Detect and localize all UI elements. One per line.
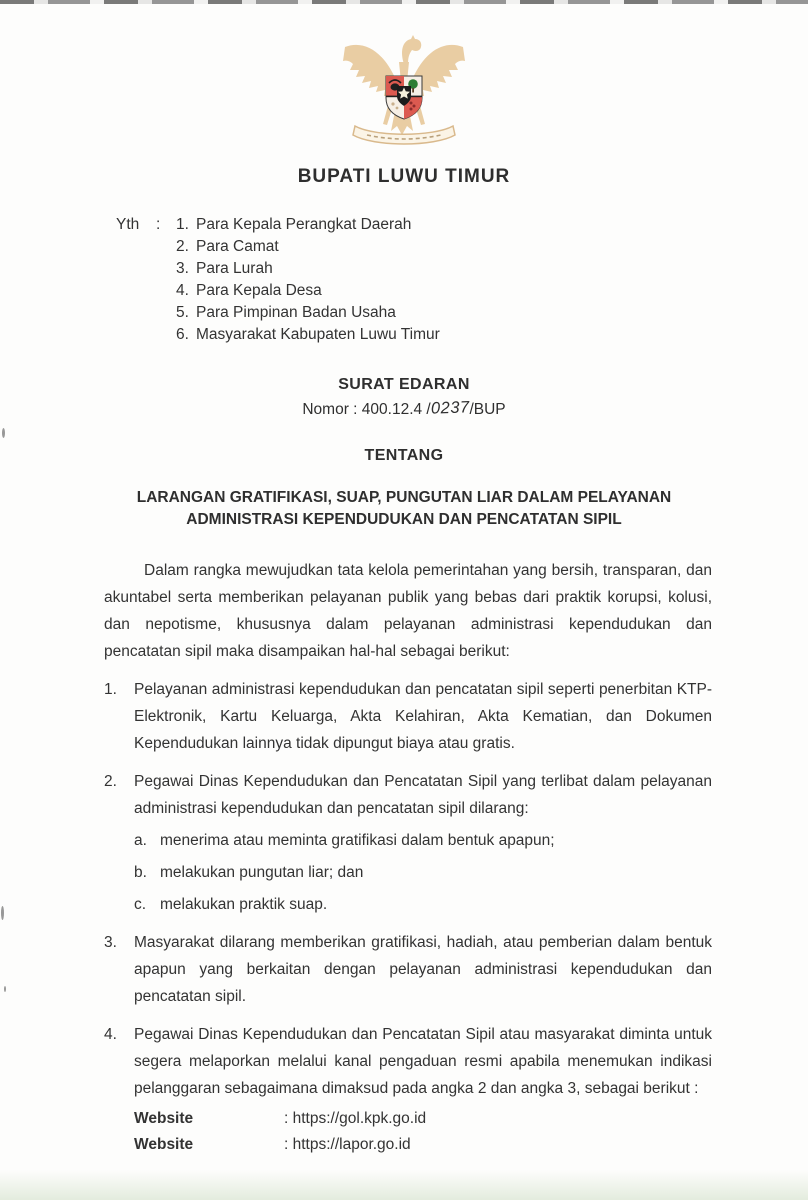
recipient-name: Para Camat xyxy=(196,238,279,255)
recipient-number: 4. xyxy=(176,282,189,299)
scan-artifact-top-edge xyxy=(0,0,808,4)
sub-item-c xyxy=(134,892,712,918)
item-text xyxy=(134,1021,712,1158)
channel-row-website-lapor xyxy=(134,1132,712,1158)
item-number: 3. xyxy=(104,934,117,951)
list-item xyxy=(176,324,440,346)
number-prefix: 400.12.4 / xyxy=(361,401,431,418)
item-text xyxy=(134,768,712,918)
letterhead-authority: BUPATI LUWU TIMUR xyxy=(297,166,511,187)
recipient-number: 5. xyxy=(176,304,189,321)
letter-body xyxy=(104,557,712,1158)
channel-value: : https://gol.kpk.go.id xyxy=(284,1110,427,1127)
numbered-item-4 xyxy=(104,1021,712,1158)
addressee-list xyxy=(176,214,440,346)
list-item xyxy=(176,214,440,236)
numbered-item-3 xyxy=(104,929,712,1010)
recipient-number: 2. xyxy=(176,238,189,255)
about-label: TENTANG xyxy=(364,447,444,464)
sub-item-letter: a. xyxy=(134,832,147,849)
numbered-item-2 xyxy=(104,768,712,918)
channel-label: Website xyxy=(134,1136,194,1153)
recipient-number: 3. xyxy=(176,260,189,277)
report-channels xyxy=(134,1106,712,1158)
recipient-name: Masyarakat Kabupaten Luwu Timur xyxy=(196,326,440,343)
number-suffix: /BUP xyxy=(469,401,506,418)
channel-row-website-kpk xyxy=(134,1106,712,1132)
scan-artifact-speck xyxy=(4,986,6,992)
garuda-pancasila-emblem xyxy=(339,34,469,154)
item-text: Pelayanan administrasi kependudukan dan pencatatan sipil seperti penerbitan KTP-Elektronik, Kartu Keluarga, Akta Kelahiran, Akta Kematian, dan Dokumen Kependudukan lainnya tidak dipungut biaya atau gratis. xyxy=(134,681,712,752)
channel-label: Website xyxy=(134,1110,194,1127)
recipient-name: Para Lurah xyxy=(196,260,273,277)
item-text-main: Pegawai Dinas Kependudukan dan Pencatatan Sipil atau masyarakat diminta untuk segera melaporkan melalui kanal pengaduan resmi apabila menemukan indikasi pelanggaran sebagaimana dimaksud pada angka 2 dan angka 3, sebagai berikut : xyxy=(134,1026,712,1097)
document-number xyxy=(0,400,808,419)
item-number: 4. xyxy=(104,1026,117,1043)
letter-heading xyxy=(0,376,808,531)
sub-item-letter: c. xyxy=(134,896,147,913)
recipient-name: Para Kepala Perangkat Daerah xyxy=(196,216,412,233)
number-label: Nomor : xyxy=(302,401,358,418)
opening-paragraph: Dalam rangka mewujudkan tata kelola pemerintahan yang bersih, transparan, dan akuntabel serta memberikan pelayanan publik yang bebas dari praktik korupsi, kolusi, dan nepotisme, khususnya dalam pelayanan administrasi kependudukan dan pencatatan sipil maka disampaikan hal-hal sebagai berikut: xyxy=(104,562,712,660)
list-item xyxy=(176,302,440,324)
subject-line-1: LARANGAN GRATIFIKASI, SUAP, PUNGUTAN LIAR DALAM PELAYANAN xyxy=(136,489,672,506)
numbered-item-1 xyxy=(104,676,712,757)
list-item xyxy=(176,258,440,280)
list-item xyxy=(176,280,440,302)
sub-item-text: menerima atau meminta gratifikasi dalam bentuk apapun; xyxy=(160,832,555,849)
subject-line-2: ADMINISTRASI KEPENDUDUKAN DAN PENCATATAN SIPIL xyxy=(186,511,622,528)
item-number: 2. xyxy=(104,773,117,790)
item-text-main: Pegawai Dinas Kependudukan dan Pencatatan Sipil yang terlibat dalam pelayanan administrasi kependudukan dan pencatatan sipil dilarang: xyxy=(134,773,712,817)
number-handwritten: 0237 xyxy=(430,398,470,418)
sub-item-a xyxy=(134,828,712,854)
subject-title xyxy=(0,487,808,531)
sub-item-text: melakukan pungutan liar; dan xyxy=(160,864,364,881)
channel-value: : https://lapor.go.id xyxy=(284,1136,411,1153)
sub-item-text: melakukan praktik suap. xyxy=(160,896,328,913)
addressee-block xyxy=(116,214,808,346)
garuda-shield xyxy=(386,76,422,119)
document-type: SURAT EDARAN xyxy=(338,376,470,393)
recipient-name: Para Kepala Desa xyxy=(196,282,322,299)
list-item xyxy=(176,236,440,258)
scan-artifact-speck xyxy=(1,906,4,920)
item-text: Masyarakat dilarang memberikan gratifikasi, hadiah, atau pemberian dalam bentuk apapun yang berkaitan dengan pelayanan administrasi kependudukan dan pencatatan sipil. xyxy=(134,934,712,1005)
addressee-label: Yth xyxy=(116,216,140,233)
recipient-name: Para Pimpinan Badan Usaha xyxy=(196,304,396,321)
recipient-number: 1. xyxy=(176,216,189,233)
sub-item-b xyxy=(134,860,712,886)
scan-artifact-speck xyxy=(2,428,5,438)
recipient-number: 6. xyxy=(176,326,189,343)
sub-item-list xyxy=(134,828,712,918)
addressee-separator: : xyxy=(156,216,161,233)
sub-item-letter: b. xyxy=(134,864,147,881)
item-number: 1. xyxy=(104,681,117,698)
scan-artifact-bottom-tint xyxy=(0,1170,808,1200)
